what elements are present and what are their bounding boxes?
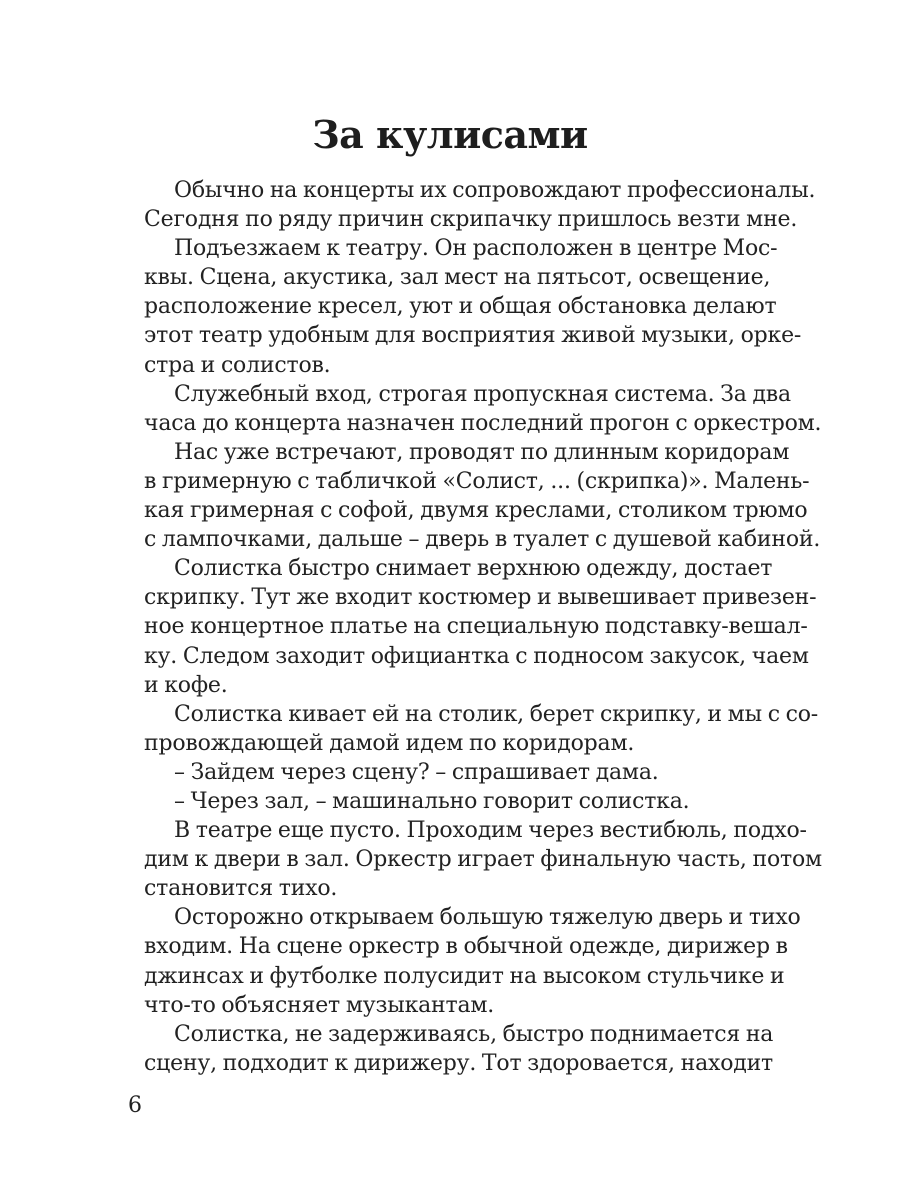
text-line: кая гримерная с софой, двумя креслами, столиком трюмо <box>144 498 808 524</box>
text-line: провождающей дамой идем по коридорам. <box>144 730 635 756</box>
text-line: Солистка, не задерживаясь, быстро поднимается на <box>174 1021 774 1047</box>
text-line: В театре еще пусто. Проходим через вестибюль, подхо- <box>174 818 807 844</box>
text-line: Солистка быстро снимает верхнюю одежду, достает <box>174 556 773 582</box>
text-line: квы. Сцена, акустика, зал мест на пятьсот, освещение, <box>144 265 771 291</box>
dialogue-line: – Через зал, – машинально говорит солистка. <box>174 788 690 814</box>
text-line: Осторожно открываем большую тяжелую дверь и тихо <box>174 905 801 931</box>
text-line: дим к двери в зал. Оркестр играет финальную часть, потом <box>144 847 822 873</box>
text-line: скрипку. Тут же входит костюмер и вывешивает привезен- <box>144 585 817 611</box>
text-line: входим. На сцене оркестр в обычной одежде, дирижер в <box>144 934 788 960</box>
chapter-title: За кулисами <box>312 112 588 157</box>
text-line: расположение кресел, уют и общая обстановка делают <box>144 294 777 320</box>
text-line: становится тихо. <box>144 876 338 902</box>
dialogue-line: – Зайдем через сцену? – спрашивает дама. <box>174 759 659 785</box>
text-line: ку. Следом заходит официантка с подносом закусок, чаем <box>144 643 809 669</box>
text-line: Сегодня по ряду причин скрипачку пришлось везти мне. <box>144 207 798 233</box>
text-line: часа до концерта назначен последний прогон с оркестром. <box>144 410 822 436</box>
text-line: и кофе. <box>144 672 228 698</box>
text-line: Подъезжаем к театру. Он расположен в центре Мос- <box>174 236 778 262</box>
text-line: в гримерную с табличкой «Солист, ... (скрипка)». Малень- <box>144 468 810 494</box>
text-line: Обычно на концерты их сопровождают профессионалы. <box>174 178 816 203</box>
text-line: стра и солистов. <box>144 352 331 378</box>
text-line: с лампочками, дальше – дверь в туалет с душевой кабиной. <box>144 527 821 553</box>
text-line: этот театр удобным для восприятия живой музыки, орке- <box>144 323 802 349</box>
chapter-body <box>144 176 822 1078</box>
text-line: Служебный вход, строгая пропускная система. За два <box>174 381 791 407</box>
page-number: 6 <box>128 1093 142 1118</box>
text-line: что-то объясняет музыкантам. <box>144 992 495 1018</box>
text-line: Солистка кивает ей на столик, берет скрипку, и мы с со- <box>174 701 819 727</box>
text-line: джинсах и футболке полусидит на высоком стульчике и <box>144 963 785 989</box>
text-line: Нас уже встречают, проводят по длинным коридорам <box>174 439 790 465</box>
text-line: сцену, подходит к дирижеру. Тот здоровается, находит <box>144 1050 774 1076</box>
text-line: ное концертное платье на специальную подставку-вешал- <box>144 614 808 640</box>
